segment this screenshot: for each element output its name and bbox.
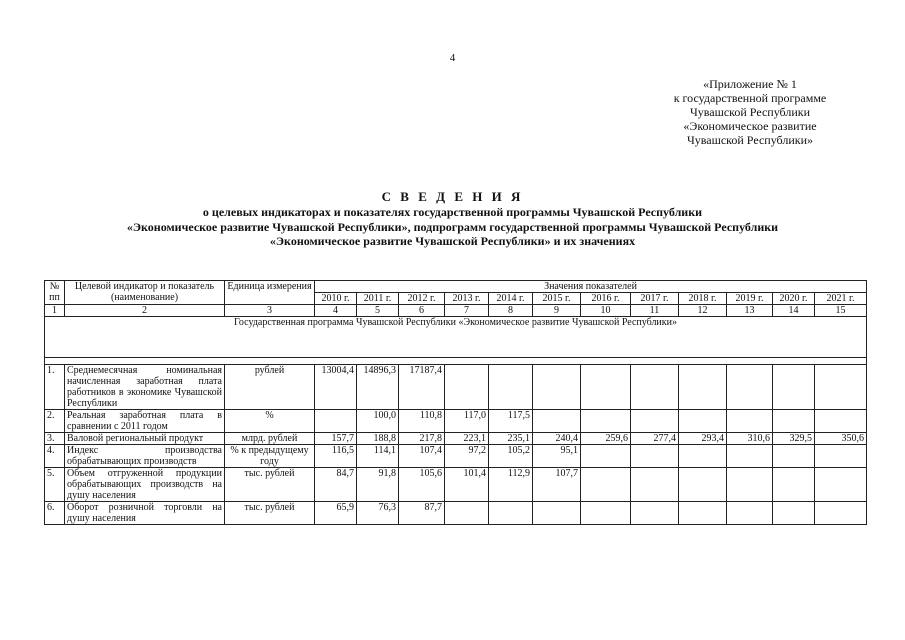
indicator-value xyxy=(533,410,581,433)
indicator-value: 240,4 xyxy=(533,433,581,445)
indicator-value xyxy=(815,445,867,468)
indicator-value: 13004,4 xyxy=(315,365,357,410)
row-number: 4. xyxy=(45,445,65,468)
indicator-name: Валовой региональный продукт xyxy=(65,433,225,445)
indicator-name: Реальная заработная плата в сравнении с 2011 годом xyxy=(65,410,225,433)
row-number: 1. xyxy=(45,365,65,410)
indicator-value: 101,4 xyxy=(445,468,489,502)
indicator-value: 223,1 xyxy=(445,433,489,445)
indicator-value: 105,2 xyxy=(489,445,533,468)
indicator-value xyxy=(679,365,727,410)
indicator-value: 117,0 xyxy=(445,410,489,433)
table-row xyxy=(45,433,867,445)
indicator-value xyxy=(315,410,357,433)
indicator-value xyxy=(773,502,815,525)
document-title xyxy=(0,188,905,249)
title-line: «Экономическое развитие Чувашской Республики» и их значениях xyxy=(269,234,636,248)
column-number: 10 xyxy=(581,305,631,317)
column-number: 12 xyxy=(679,305,727,317)
indicator-value xyxy=(445,365,489,410)
header-year: 2016 г. xyxy=(581,293,631,305)
table-row xyxy=(45,445,867,468)
indicator-value xyxy=(815,502,867,525)
appendix-line: «Приложение № 1 xyxy=(703,77,797,91)
header-values-group: Значения показателей xyxy=(315,281,867,293)
indicator-value xyxy=(631,410,679,433)
column-number: 3 xyxy=(225,305,315,317)
header-year: 2015 г. xyxy=(533,293,581,305)
indicator-value: 114,1 xyxy=(357,445,399,468)
header-year: 2019 г. xyxy=(727,293,773,305)
header-year: 2021 г. xyxy=(815,293,867,305)
title-line: «Экономическое развитие Чувашской Республики», подпрограмм государственной программы Чувашской Республики xyxy=(126,219,779,234)
indicator-value: 259,6 xyxy=(581,433,631,445)
appendix-line: Чувашской Республики xyxy=(689,105,811,119)
section-row xyxy=(45,317,867,358)
header-year: 2010 г. xyxy=(315,293,357,305)
header-unit: Единица измерения xyxy=(225,281,315,305)
indicator-value: 95,1 xyxy=(533,445,581,468)
indicator-value: 14896,3 xyxy=(357,365,399,410)
indicator-unit: рублей xyxy=(225,365,315,410)
indicator-value: 91,8 xyxy=(357,468,399,502)
indicator-value: 105,6 xyxy=(399,468,445,502)
indicator-value: 117,5 xyxy=(489,410,533,433)
indicator-unit: % xyxy=(225,410,315,433)
column-number: 13 xyxy=(727,305,773,317)
indicator-value xyxy=(581,410,631,433)
indicator-name: Оборот розничной торговли на душу населения xyxy=(65,502,225,525)
indicator-value: 100,0 xyxy=(357,410,399,433)
indicator-value xyxy=(679,445,727,468)
indicator-value: 107,7 xyxy=(533,468,581,502)
header-year: 2013 г. xyxy=(445,293,489,305)
indicator-value xyxy=(489,502,533,525)
indicator-value xyxy=(727,365,773,410)
header-indicator: Целевой индикатор и показатель (наименование) xyxy=(65,281,225,305)
indicator-value xyxy=(631,502,679,525)
header-year: 2018 г. xyxy=(679,293,727,305)
indicator-value: 329,5 xyxy=(773,433,815,445)
header-num: № пп xyxy=(45,281,65,305)
indicator-value xyxy=(581,468,631,502)
gap-row xyxy=(45,358,867,365)
indicator-value: 76,3 xyxy=(357,502,399,525)
column-number: 8 xyxy=(489,305,533,317)
indicator-value xyxy=(773,468,815,502)
indicator-value xyxy=(773,410,815,433)
column-number: 4 xyxy=(315,305,357,317)
column-number: 5 xyxy=(357,305,399,317)
column-numbers-row xyxy=(45,305,867,317)
indicators-table xyxy=(44,280,867,525)
row-number: 3. xyxy=(45,433,65,445)
page-number: 4 xyxy=(449,52,456,64)
title-line: о целевых индикаторах и показателях государственной программы Чувашской Республики xyxy=(202,205,703,219)
indicator-value xyxy=(773,365,815,410)
indicator-value xyxy=(727,502,773,525)
header-year: 2014 г. xyxy=(489,293,533,305)
indicator-name: Среднемесячная номинальная начисленная заработная плата работников в экономике Чувашской Республики xyxy=(65,365,225,410)
indicator-unit: % к предыдущему году xyxy=(225,445,315,468)
header-year: 2012 г. xyxy=(399,293,445,305)
indicator-value xyxy=(631,468,679,502)
indicator-value xyxy=(679,410,727,433)
indicator-value xyxy=(727,410,773,433)
column-number: 6 xyxy=(399,305,445,317)
indicator-value xyxy=(679,502,727,525)
indicator-value: 235,1 xyxy=(489,433,533,445)
appendix-line: «Экономическое развитие xyxy=(683,119,817,133)
indicator-value: 188,8 xyxy=(357,433,399,445)
header-row xyxy=(45,281,867,293)
header-year: 2017 г. xyxy=(631,293,679,305)
indicator-value: 65,9 xyxy=(315,502,357,525)
indicator-value xyxy=(727,445,773,468)
indicator-value xyxy=(445,502,489,525)
indicator-unit: тыс. рублей xyxy=(225,468,315,502)
indicator-unit: тыс. рублей xyxy=(225,502,315,525)
title-main: С В Е Д Е Н И Я xyxy=(381,189,524,204)
indicator-value xyxy=(631,445,679,468)
indicator-value xyxy=(815,468,867,502)
indicator-name: Индекс производства обрабатывающих производств xyxy=(65,445,225,468)
table-row xyxy=(45,468,867,502)
table-row xyxy=(45,502,867,525)
indicator-value: 217,8 xyxy=(399,433,445,445)
header-year: 2020 г. xyxy=(773,293,815,305)
column-number: 14 xyxy=(773,305,815,317)
row-number: 5. xyxy=(45,468,65,502)
indicator-value xyxy=(581,445,631,468)
indicator-value xyxy=(773,445,815,468)
indicator-value xyxy=(533,365,581,410)
column-number: 15 xyxy=(815,305,867,317)
indicator-value xyxy=(727,468,773,502)
indicator-value xyxy=(581,365,631,410)
indicator-unit: млрд. рублей xyxy=(225,433,315,445)
column-number: 7 xyxy=(445,305,489,317)
column-number: 2 xyxy=(65,305,225,317)
appendix-line: к государственной программе xyxy=(673,91,827,105)
header-year: 2011 г. xyxy=(357,293,399,305)
table-row xyxy=(45,365,867,410)
indicator-value xyxy=(489,365,533,410)
indicator-value: 116,5 xyxy=(315,445,357,468)
indicator-value xyxy=(815,365,867,410)
indicator-value xyxy=(815,410,867,433)
indicator-value xyxy=(631,365,679,410)
column-number: 9 xyxy=(533,305,581,317)
indicator-name: Объем отгруженной продукции обрабатывающих производств на душу населения xyxy=(65,468,225,502)
indicator-value xyxy=(533,502,581,525)
column-number: 1 xyxy=(45,305,65,317)
indicator-value: 293,4 xyxy=(679,433,727,445)
indicator-value: 87,7 xyxy=(399,502,445,525)
indicator-value: 97,2 xyxy=(445,445,489,468)
indicator-value: 110,8 xyxy=(399,410,445,433)
indicator-value: 112,9 xyxy=(489,468,533,502)
row-number: 2. xyxy=(45,410,65,433)
indicator-value: 277,4 xyxy=(631,433,679,445)
table-row xyxy=(45,410,867,433)
indicator-value: 157,7 xyxy=(315,433,357,445)
column-number: 11 xyxy=(631,305,679,317)
indicator-value: 84,7 xyxy=(315,468,357,502)
indicator-value: 310,6 xyxy=(727,433,773,445)
section-title: Государственная программа Чувашской Республики «Экономическое развитие Чувашской Республики» xyxy=(45,317,867,358)
indicator-value xyxy=(679,468,727,502)
appendix-note xyxy=(600,77,900,147)
appendix-line: Чувашской Республики» xyxy=(686,133,814,147)
indicator-value: 17187,4 xyxy=(399,365,445,410)
indicator-value: 350,6 xyxy=(815,433,867,445)
indicator-value xyxy=(581,502,631,525)
row-number: 6. xyxy=(45,502,65,525)
indicator-value: 107,4 xyxy=(399,445,445,468)
